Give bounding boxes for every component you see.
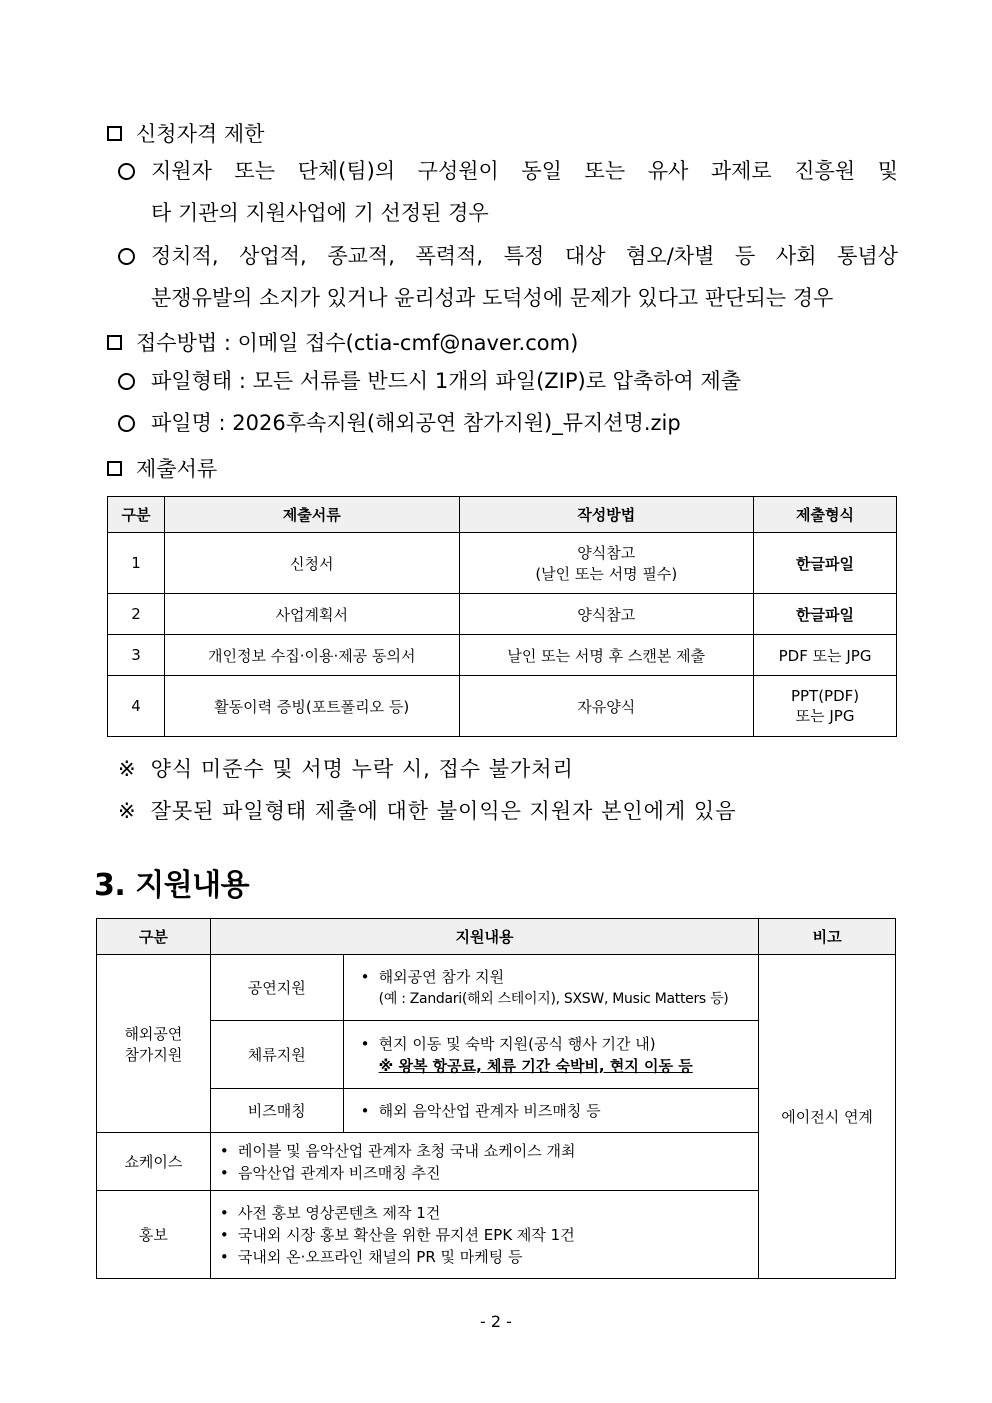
category-cell: 쇼케이스 — [97, 1133, 211, 1191]
page-number: - 2 - — [480, 1312, 512, 1331]
table-row — [108, 594, 897, 635]
file-format-item — [118, 360, 898, 402]
circle-bullet-icon — [118, 415, 135, 432]
content-line: (예 : Zandari(해외 스테이지), SXSW, Music Matters 등) — [378, 990, 729, 1007]
circle-bullet-icon — [118, 163, 135, 180]
content-cell — [210, 1133, 758, 1191]
row-number: 3 — [108, 635, 165, 676]
table-header-row — [97, 919, 896, 955]
list-item: • 해외 음악산업 관계자 비즈매칭 등 — [354, 1100, 759, 1122]
method-line: (날인 또는 서명 필수) — [535, 565, 678, 583]
content-cell — [210, 1191, 758, 1279]
row-number: 1 — [108, 533, 165, 594]
header-cell: 구분 — [97, 919, 211, 955]
category-cell — [97, 955, 211, 1133]
content-cell — [343, 1089, 759, 1133]
list-item: • 국내외 온·오프라인 채널의 PR 및 마케팅 등 — [213, 1246, 758, 1268]
eligibility-item-1 — [118, 150, 898, 234]
content-line: • 해외공연 참가 지원 — [378, 967, 505, 986]
doc-method — [459, 533, 754, 594]
doc-format: PDF 또는 JPG — [754, 635, 897, 676]
subcategory-cell: 공연지원 — [210, 955, 343, 1021]
file-name-text: 파일명 : 2026후속지원(해외공연 참가지원)_뮤지션명.zip — [151, 411, 681, 435]
table-row — [108, 635, 897, 676]
reference-mark-icon: ※ — [118, 757, 137, 781]
header-cell: 제출서류 — [164, 497, 459, 533]
content-line: • 현지 이동 및 숙박 지원(공식 행사 기간 내) — [378, 1034, 656, 1053]
doc-format: 한글파일 — [754, 533, 897, 594]
header-cell: 제출형식 — [754, 497, 897, 533]
circle-bullet-icon — [118, 373, 135, 390]
row-number: 4 — [108, 676, 165, 737]
file-name-item — [118, 402, 898, 444]
doc-name: 사업계획서 — [164, 594, 459, 635]
list-item: • 레이블 및 음악산업 관계자 초청 국내 쇼케이스 개최 — [213, 1140, 758, 1162]
submission-heading: 접수방법 : 이메일 접수(ctia-cmf@naver.com) — [136, 331, 579, 355]
checkbox-square-icon — [107, 126, 122, 141]
table-row — [108, 676, 897, 737]
eligibility-item-2-line1: 정치적, 상업적, 종교적, 폭력적, 특정 대상 혐오/차별 등 사회 통념상 — [151, 244, 898, 268]
format-line: PPT(PDF) — [790, 686, 860, 705]
format-line: 또는 JPG — [795, 706, 855, 725]
documents-heading: 제출서류 — [136, 457, 218, 481]
section-heading-eligibility — [107, 118, 264, 148]
checkbox-square-icon — [107, 461, 122, 476]
list-item — [354, 1033, 759, 1077]
table-header-row — [108, 497, 897, 533]
note-1-text: 양식 미준수 및 서명 누락 시, 접수 불가처리 — [150, 757, 574, 781]
section-heading-documents — [107, 453, 217, 483]
list-item — [354, 966, 759, 1010]
doc-name: 신청서 — [164, 533, 459, 594]
row-number: 2 — [108, 594, 165, 635]
doc-format — [754, 676, 897, 737]
method-line: 양식참고 — [577, 544, 636, 562]
subcategory-cell: 체류지원 — [210, 1021, 343, 1089]
doc-name: 개인정보 수집·이용·제공 동의서 — [164, 635, 459, 676]
doc-format: 한글파일 — [754, 594, 897, 635]
header-cell: 지원내용 — [210, 919, 758, 955]
note-2 — [118, 795, 736, 825]
eligibility-item-2 — [118, 235, 898, 319]
support-table — [96, 918, 896, 1279]
list-item: • 음악산업 관계자 비즈매칭 추진 — [213, 1162, 758, 1184]
header-cell: 작성방법 — [459, 497, 754, 533]
eligibility-item-1-line2: 타 기관의 지원사업에 기 선정된 경우 — [151, 201, 489, 225]
header-cell: 구분 — [108, 497, 165, 533]
reference-mark-icon: ※ — [118, 799, 137, 823]
note-cell: 에이전시 연계 — [759, 955, 896, 1279]
category-line: 참가지원 — [124, 1045, 183, 1064]
content-cell — [343, 1021, 759, 1089]
table-row — [97, 955, 896, 1021]
doc-name: 활동이력 증빙(포트폴리오 등) — [164, 676, 459, 737]
table-row — [108, 533, 897, 594]
doc-method: 날인 또는 서명 후 스캔본 제출 — [459, 635, 754, 676]
category-cell: 홍보 — [97, 1191, 211, 1279]
content-line: ※ 왕복 항공료, 체류 기간 숙박비, 현지 이동 등 — [378, 1056, 693, 1075]
doc-method: 자유양식 — [459, 676, 754, 737]
list-item: • 국내외 시장 홍보 확산을 위한 뮤지션 EPK 제작 1건 — [213, 1224, 758, 1246]
circle-bullet-icon — [118, 248, 135, 265]
checkbox-square-icon — [107, 335, 122, 350]
section-3-title: 3. 지원내용 — [94, 868, 250, 903]
note-1 — [118, 753, 574, 783]
eligibility-heading: 신청자격 제한 — [136, 122, 265, 146]
list-item: • 사전 홍보 영상콘텐츠 제작 1건 — [213, 1202, 758, 1224]
note-2-text: 잘못된 파일형태 제출에 대한 불이익은 지원자 본인에게 있음 — [150, 799, 737, 823]
header-cell: 비고 — [759, 919, 896, 955]
content-cell — [343, 955, 759, 1021]
eligibility-item-2-line2: 분쟁유발의 소지가 있거나 윤리성과 도덕성에 문제가 있다고 판단되는 경우 — [151, 286, 834, 310]
doc-method: 양식참고 — [459, 594, 754, 635]
section-heading-submission — [107, 327, 578, 357]
documents-table — [107, 496, 897, 737]
file-format-text: 파일형태 : 모든 서류를 반드시 1개의 파일(ZIP)로 압축하여 제출 — [151, 369, 742, 393]
eligibility-item-1-line1: 지원자 또는 단체(팀)의 구성원이 동일 또는 유사 과제로 진흥원 및 — [151, 159, 898, 183]
subcategory-cell: 비즈매칭 — [210, 1089, 343, 1133]
category-line: 해외공연 — [124, 1024, 183, 1043]
